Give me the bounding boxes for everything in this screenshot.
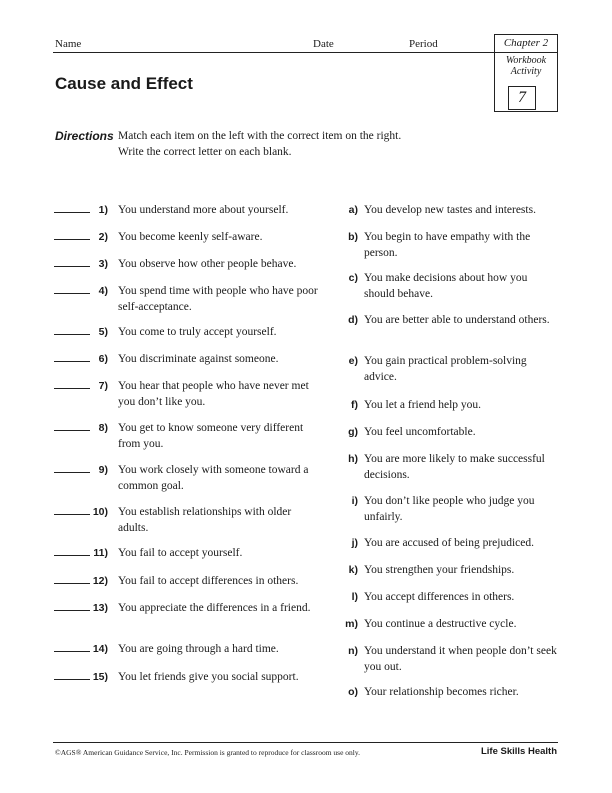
item-number: 5) — [98, 326, 108, 338]
cause-text: You let friends give you social support. — [118, 671, 299, 683]
effect-text: You gain practical problem-solving advice. — [364, 355, 527, 383]
item-number: 11) — [93, 547, 108, 559]
cause-text: You come to truly accept yourself. — [118, 326, 277, 338]
effect-text: You are more likely to make successful decisions. — [364, 453, 545, 481]
period-label: Period — [409, 38, 438, 50]
item-letter: o) — [348, 686, 358, 698]
cause-text: You become keenly self-aware. — [118, 231, 263, 243]
item-letter: m) — [345, 618, 358, 630]
copyright-text: ©AGS® American Guidance Service, Inc. Permission is granted to reproduce for classroom use only. — [55, 748, 360, 757]
effect-text: You accept differences in others. — [364, 591, 515, 603]
item-letter: f) — [351, 399, 358, 411]
item-number: 6) — [98, 353, 108, 365]
cause-text: You are going through a hard time. — [118, 643, 279, 655]
item-number: 1) — [98, 204, 108, 216]
item-number: 12) — [92, 575, 108, 587]
page-title: Cause and Effect — [55, 74, 193, 93]
item-letter: i) — [351, 495, 358, 507]
workbook-label: Workbook — [505, 55, 547, 66]
item-number: 8) — [98, 422, 108, 434]
item-number: 14) — [92, 643, 108, 655]
effect-text: You let a friend help you. — [364, 399, 482, 411]
book-title: Life Skills Health — [480, 746, 557, 757]
item-number: 4) — [98, 285, 108, 297]
item-number: 7) — [98, 380, 108, 392]
item-letter: g) — [348, 426, 358, 438]
item-letter: e) — [348, 355, 358, 367]
directions-label: Directions — [55, 129, 114, 143]
item-number: 10) — [92, 506, 108, 518]
cause-text: You get to know someone very different from you. — [118, 422, 304, 450]
item-letter: l) — [351, 591, 358, 603]
item-number: 15) — [92, 671, 108, 683]
effect-text: You feel uncomfortable. — [364, 426, 476, 438]
item-number: 3) — [98, 258, 108, 270]
effect-text: Your relationship becomes richer. — [364, 686, 519, 698]
cause-text: You appreciate the differences in a friend. — [118, 602, 311, 614]
effect-text: You continue a destructive cycle. — [364, 618, 517, 630]
cause-text: You discriminate against someone. — [118, 353, 279, 365]
cause-text: You fail to accept differences in others. — [118, 575, 299, 587]
activity-number: 7 — [508, 86, 536, 110]
cause-text: You observe how other people behave. — [118, 258, 297, 270]
chapter-label: Chapter 2 — [495, 35, 557, 53]
cause-text: You hear that people who have never met you don’t like you. — [118, 380, 309, 408]
cause-text: You understand more about yourself. — [118, 204, 289, 216]
workbook-activity-label — [495, 55, 557, 77]
effect-text: You begin to have empathy with the person. — [364, 231, 531, 259]
cause-text: You spend time with people who have poor self-acceptance. — [118, 285, 318, 313]
item-letter: d) — [348, 314, 358, 326]
item-letter: b) — [348, 231, 358, 243]
header-rule — [53, 52, 495, 53]
directions-text: Match each item on the left with the correct item on the right. Write the correct letter on each blank. — [118, 130, 402, 158]
item-number: 2) — [98, 231, 108, 243]
effect-text: You are accused of being prejudiced. — [364, 537, 534, 549]
item-number: 9) — [98, 464, 108, 476]
effect-text: You don’t like people who judge you unfairly. — [364, 495, 535, 523]
cause-text: You establish relationships with older adults. — [118, 506, 292, 534]
effect-text: You develop new tastes and interests. — [364, 204, 536, 216]
item-letter: a) — [348, 204, 358, 216]
effect-text: You strengthen your friendships. — [364, 564, 515, 576]
item-letter: j) — [351, 537, 358, 549]
effect-text: You are better able to understand others. — [364, 314, 550, 326]
item-letter: k) — [348, 564, 358, 576]
date-label: Date — [313, 38, 334, 50]
cause-text: You work closely with someone toward a common goal. — [118, 464, 309, 492]
footer-rule — [53, 742, 558, 743]
item-letter: c) — [348, 272, 358, 284]
cause-text: You fail to accept yourself. — [118, 547, 243, 559]
chapter-box — [494, 34, 558, 112]
item-letter: n) — [348, 645, 358, 657]
item-number: 13) — [92, 602, 108, 614]
effect-text: You make decisions about how you should behave. — [364, 272, 528, 300]
effect-text: You understand it when people don’t seek you out. — [364, 645, 557, 673]
item-letter: h) — [348, 453, 358, 465]
name-label: Name — [55, 38, 82, 50]
activity-label: Activity — [510, 66, 542, 77]
